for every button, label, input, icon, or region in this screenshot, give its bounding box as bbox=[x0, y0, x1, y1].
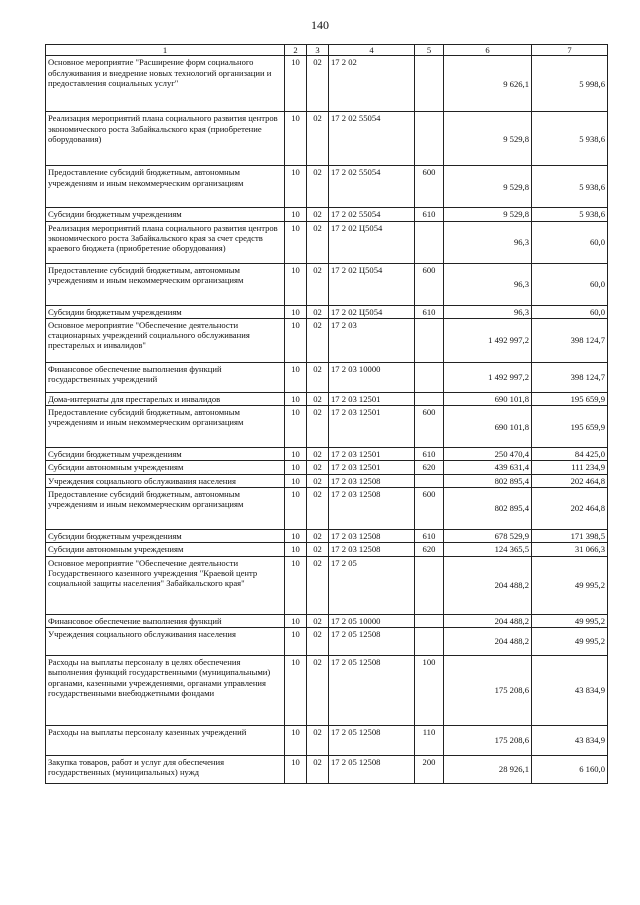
row-amount-1-cell: 802 895,4 bbox=[444, 474, 532, 487]
row-section-cell: 10 bbox=[285, 448, 307, 461]
row-amount-2-cell: 43 834,9 bbox=[532, 725, 608, 755]
row-subsection-cell: 02 bbox=[307, 406, 329, 448]
row-subsection-cell: 02 bbox=[307, 627, 329, 655]
row-section-cell: 10 bbox=[285, 406, 307, 448]
row-amount-2-cell: 49 995,2 bbox=[532, 556, 608, 614]
row-name-cell: Субсидии автономным учреждениям bbox=[46, 461, 285, 474]
row-name-cell: Предоставление субсидий бюджетным, автономным учреждениям и иным некоммерческим организациям bbox=[46, 166, 285, 208]
row-name-cell: Основное мероприятие "Расширение форм социального обслуживания и внедрение новых технологий организации и предоставления социальных услуг" bbox=[46, 56, 285, 112]
row-name-cell: Субсидии бюджетным учреждениям bbox=[46, 305, 285, 318]
row-expense-type-cell bbox=[415, 56, 444, 112]
row-amount-2-cell: 5 998,6 bbox=[532, 56, 608, 112]
row-section-cell: 10 bbox=[285, 305, 307, 318]
header-cell: 2 bbox=[285, 45, 307, 56]
row-expense-type-cell: 620 bbox=[415, 543, 444, 556]
table-row bbox=[46, 474, 608, 487]
row-section-cell: 10 bbox=[285, 263, 307, 305]
row-target-article-cell: 17 2 03 12508 bbox=[329, 474, 415, 487]
row-amount-2-cell: 202 464,8 bbox=[532, 488, 608, 530]
row-amount-2-cell: 5 938,6 bbox=[532, 166, 608, 208]
row-amount-2-cell: 43 834,9 bbox=[532, 655, 608, 725]
row-expense-type-cell: 200 bbox=[415, 755, 444, 783]
row-amount-1-cell: 96,3 bbox=[444, 221, 532, 263]
row-target-article-cell: 17 2 02 Ц5054 bbox=[329, 305, 415, 318]
row-target-article-cell: 17 2 02 55054 bbox=[329, 112, 415, 166]
row-name-cell: Реализация мероприятий плана социального развития центров экономического роста Забайкальского края за счет средств краевого бюджета (приобретение оборудования) bbox=[46, 221, 285, 263]
row-amount-1-cell: 690 101,8 bbox=[444, 406, 532, 448]
table-row bbox=[46, 614, 608, 627]
table-row bbox=[46, 56, 608, 112]
table-row bbox=[46, 725, 608, 755]
table-row bbox=[46, 166, 608, 208]
row-amount-1-cell: 802 895,4 bbox=[444, 488, 532, 530]
row-amount-1-cell: 678 529,9 bbox=[444, 530, 532, 543]
row-section-cell: 10 bbox=[285, 725, 307, 755]
row-expense-type-cell: 610 bbox=[415, 305, 444, 318]
row-subsection-cell: 02 bbox=[307, 318, 329, 362]
row-amount-1-cell: 124 365,5 bbox=[444, 543, 532, 556]
row-expense-type-cell bbox=[415, 392, 444, 405]
row-subsection-cell: 02 bbox=[307, 488, 329, 530]
row-subsection-cell: 02 bbox=[307, 112, 329, 166]
row-target-article-cell: 17 2 05 bbox=[329, 556, 415, 614]
row-name-cell: Основное мероприятие "Обеспечение деятельности Государственного казенного учреждения "Краевой центр социальной защиты населения" Забайкальского края" bbox=[46, 556, 285, 614]
header-cell: 6 bbox=[444, 45, 532, 56]
row-name-cell: Субсидии бюджетным учреждениям bbox=[46, 530, 285, 543]
row-subsection-cell: 02 bbox=[307, 655, 329, 725]
row-subsection-cell: 02 bbox=[307, 305, 329, 318]
row-subsection-cell: 02 bbox=[307, 263, 329, 305]
row-amount-2-cell: 60,0 bbox=[532, 305, 608, 318]
row-expense-type-cell bbox=[415, 474, 444, 487]
row-section-cell: 10 bbox=[285, 112, 307, 166]
row-expense-type-cell bbox=[415, 362, 444, 392]
row-subsection-cell: 02 bbox=[307, 556, 329, 614]
row-section-cell: 10 bbox=[285, 166, 307, 208]
row-amount-1-cell: 175 208,6 bbox=[444, 725, 532, 755]
row-amount-1-cell: 250 470,4 bbox=[444, 448, 532, 461]
row-amount-2-cell: 195 659,9 bbox=[532, 392, 608, 405]
row-amount-1-cell: 204 488,2 bbox=[444, 556, 532, 614]
row-subsection-cell: 02 bbox=[307, 614, 329, 627]
row-target-article-cell: 17 2 05 12508 bbox=[329, 627, 415, 655]
row-expense-type-cell: 610 bbox=[415, 208, 444, 221]
row-amount-1-cell: 96,3 bbox=[444, 263, 532, 305]
row-section-cell: 10 bbox=[285, 543, 307, 556]
row-subsection-cell: 02 bbox=[307, 543, 329, 556]
row-name-cell: Расходы на выплаты персоналу казенных учреждений bbox=[46, 725, 285, 755]
row-amount-1-cell: 439 631,4 bbox=[444, 461, 532, 474]
row-amount-1-cell: 1 492 997,2 bbox=[444, 318, 532, 362]
row-subsection-cell: 02 bbox=[307, 56, 329, 112]
row-amount-1-cell: 690 101,8 bbox=[444, 392, 532, 405]
row-target-article-cell: 17 2 05 12508 bbox=[329, 655, 415, 725]
row-expense-type-cell: 100 bbox=[415, 655, 444, 725]
row-amount-1-cell: 96,3 bbox=[444, 305, 532, 318]
table-row bbox=[46, 543, 608, 556]
row-name-cell: Основное мероприятие "Обеспечение деятельности стационарных учреждений социального обслуживания престарелых и инвалидов" bbox=[46, 318, 285, 362]
row-section-cell: 10 bbox=[285, 530, 307, 543]
table-row bbox=[46, 448, 608, 461]
row-expense-type-cell: 600 bbox=[415, 166, 444, 208]
row-name-cell: Субсидии бюджетным учреждениям bbox=[46, 208, 285, 221]
row-name-cell: Закупка товаров, работ и услуг для обеспечения государственных (муниципальных) нужд bbox=[46, 755, 285, 783]
row-section-cell: 10 bbox=[285, 655, 307, 725]
row-subsection-cell: 02 bbox=[307, 221, 329, 263]
row-amount-2-cell: 171 398,5 bbox=[532, 530, 608, 543]
row-section-cell: 10 bbox=[285, 488, 307, 530]
row-amount-2-cell: 60,0 bbox=[532, 221, 608, 263]
row-target-article-cell: 17 2 03 12508 bbox=[329, 488, 415, 530]
table-row bbox=[46, 627, 608, 655]
header-cell: 1 bbox=[46, 45, 285, 56]
row-target-article-cell: 17 2 05 10000 bbox=[329, 614, 415, 627]
row-name-cell: Учреждения социального обслуживания населения bbox=[46, 474, 285, 487]
row-name-cell: Дома-интернаты для престарелых и инвалидов bbox=[46, 392, 285, 405]
row-subsection-cell: 02 bbox=[307, 448, 329, 461]
table-row bbox=[46, 530, 608, 543]
header-cell: 3 bbox=[307, 45, 329, 56]
table-row bbox=[46, 221, 608, 263]
row-target-article-cell: 17 2 02 55054 bbox=[329, 166, 415, 208]
row-section-cell: 10 bbox=[285, 627, 307, 655]
row-name-cell: Предоставление субсидий бюджетным, автономным учреждениям и иным некоммерческим организациям bbox=[46, 406, 285, 448]
row-expense-type-cell: 600 bbox=[415, 488, 444, 530]
row-expense-type-cell: 600 bbox=[415, 406, 444, 448]
row-subsection-cell: 02 bbox=[307, 166, 329, 208]
row-expense-type-cell bbox=[415, 221, 444, 263]
row-target-article-cell: 17 2 03 12501 bbox=[329, 461, 415, 474]
row-expense-type-cell bbox=[415, 627, 444, 655]
row-expense-type-cell: 610 bbox=[415, 448, 444, 461]
table-row bbox=[46, 655, 608, 725]
row-target-article-cell: 17 2 03 12501 bbox=[329, 392, 415, 405]
row-section-cell: 10 bbox=[285, 474, 307, 487]
row-section-cell: 10 bbox=[285, 461, 307, 474]
row-name-cell: Учреждения социального обслуживания населения bbox=[46, 627, 285, 655]
row-amount-1-cell: 9 529,8 bbox=[444, 208, 532, 221]
row-amount-2-cell: 5 938,6 bbox=[532, 112, 608, 166]
row-name-cell: Финансовое обеспечение выполнения функций bbox=[46, 614, 285, 627]
row-amount-1-cell: 204 488,2 bbox=[444, 614, 532, 627]
table-row bbox=[46, 208, 608, 221]
row-name-cell: Реализация мероприятий плана социального развития центров экономического роста Забайкальского края (приобретение оборудования) bbox=[46, 112, 285, 166]
table-row bbox=[46, 406, 608, 448]
row-expense-type-cell bbox=[415, 318, 444, 362]
row-amount-1-cell: 1 492 997,2 bbox=[444, 362, 532, 392]
row-amount-2-cell: 60,0 bbox=[532, 263, 608, 305]
row-section-cell: 10 bbox=[285, 392, 307, 405]
row-target-article-cell: 17 2 02 Ц5054 bbox=[329, 263, 415, 305]
table-body bbox=[46, 45, 608, 784]
budget-table bbox=[45, 44, 608, 784]
row-amount-2-cell: 31 066,3 bbox=[532, 543, 608, 556]
row-section-cell: 10 bbox=[285, 362, 307, 392]
row-subsection-cell: 02 bbox=[307, 362, 329, 392]
row-subsection-cell: 02 bbox=[307, 392, 329, 405]
row-subsection-cell: 02 bbox=[307, 461, 329, 474]
table-row bbox=[46, 362, 608, 392]
row-amount-1-cell: 9 529,8 bbox=[444, 166, 532, 208]
table-row bbox=[46, 755, 608, 783]
table-header-row bbox=[46, 45, 608, 56]
row-target-article-cell: 17 2 03 10000 bbox=[329, 362, 415, 392]
row-amount-2-cell: 398 124,7 bbox=[532, 318, 608, 362]
row-amount-2-cell: 111 234,9 bbox=[532, 461, 608, 474]
row-section-cell: 10 bbox=[285, 208, 307, 221]
row-target-article-cell: 17 2 03 12508 bbox=[329, 530, 415, 543]
row-subsection-cell: 02 bbox=[307, 208, 329, 221]
row-amount-2-cell: 195 659,9 bbox=[532, 406, 608, 448]
table-row bbox=[46, 461, 608, 474]
row-amount-2-cell: 202 464,8 bbox=[532, 474, 608, 487]
row-target-article-cell: 17 2 02 55054 bbox=[329, 208, 415, 221]
row-subsection-cell: 02 bbox=[307, 530, 329, 543]
row-section-cell: 10 bbox=[285, 755, 307, 783]
row-amount-1-cell: 9 529,8 bbox=[444, 112, 532, 166]
row-expense-type-cell bbox=[415, 556, 444, 614]
table-row bbox=[46, 556, 608, 614]
row-subsection-cell: 02 bbox=[307, 474, 329, 487]
row-expense-type-cell: 600 bbox=[415, 263, 444, 305]
row-expense-type-cell bbox=[415, 112, 444, 166]
row-target-article-cell: 17 2 03 12501 bbox=[329, 448, 415, 461]
table-row bbox=[46, 392, 608, 405]
row-expense-type-cell: 610 bbox=[415, 530, 444, 543]
row-expense-type-cell bbox=[415, 614, 444, 627]
row-amount-1-cell: 175 208,6 bbox=[444, 655, 532, 725]
row-target-article-cell: 17 2 03 12501 bbox=[329, 406, 415, 448]
row-expense-type-cell: 620 bbox=[415, 461, 444, 474]
page-number: 140 bbox=[311, 18, 329, 32]
row-amount-2-cell: 5 938,6 bbox=[532, 208, 608, 221]
row-name-cell: Субсидии бюджетным учреждениям bbox=[46, 448, 285, 461]
row-amount-2-cell: 84 425,0 bbox=[532, 448, 608, 461]
row-target-article-cell: 17 2 02 Ц5054 bbox=[329, 221, 415, 263]
row-expense-type-cell: 110 bbox=[415, 725, 444, 755]
row-target-article-cell: 17 2 02 bbox=[329, 56, 415, 112]
table-row bbox=[46, 318, 608, 362]
row-amount-1-cell: 204 488,2 bbox=[444, 627, 532, 655]
row-target-article-cell: 17 2 03 12508 bbox=[329, 543, 415, 556]
row-amount-2-cell: 398 124,7 bbox=[532, 362, 608, 392]
row-name-cell: Предоставление субсидий бюджетным, автономным учреждениям и иным некоммерческим организациям bbox=[46, 263, 285, 305]
header-cell: 5 bbox=[415, 45, 444, 56]
row-name-cell: Предоставление субсидий бюджетным, автономным учреждениям и иным некоммерческим организациям bbox=[46, 488, 285, 530]
table-row bbox=[46, 488, 608, 530]
row-name-cell: Расходы на выплаты персоналу в целях обеспечения выполнения функций государственными (муниципальными) органами, казенными учреждениями, органами управления государственными внебюджетными фондами bbox=[46, 655, 285, 725]
row-section-cell: 10 bbox=[285, 556, 307, 614]
row-target-article-cell: 17 2 05 12508 bbox=[329, 755, 415, 783]
row-subsection-cell: 02 bbox=[307, 725, 329, 755]
header-cell: 4 bbox=[329, 45, 415, 56]
row-amount-2-cell: 49 995,2 bbox=[532, 627, 608, 655]
row-subsection-cell: 02 bbox=[307, 755, 329, 783]
row-amount-2-cell: 6 160,0 bbox=[532, 755, 608, 783]
row-target-article-cell: 17 2 05 12508 bbox=[329, 725, 415, 755]
row-section-cell: 10 bbox=[285, 56, 307, 112]
row-section-cell: 10 bbox=[285, 221, 307, 263]
row-name-cell: Субсидии автономным учреждениям bbox=[46, 543, 285, 556]
row-amount-1-cell: 9 626,1 bbox=[444, 56, 532, 112]
row-section-cell: 10 bbox=[285, 614, 307, 627]
header-cell: 7 bbox=[532, 45, 608, 56]
row-target-article-cell: 17 2 03 bbox=[329, 318, 415, 362]
table-row bbox=[46, 263, 608, 305]
table-row bbox=[46, 305, 608, 318]
row-name-cell: Финансовое обеспечение выполнения функций государственных учреждений bbox=[46, 362, 285, 392]
row-amount-2-cell: 49 995,2 bbox=[532, 614, 608, 627]
table-row bbox=[46, 112, 608, 166]
row-section-cell: 10 bbox=[285, 318, 307, 362]
row-amount-1-cell: 28 926,1 bbox=[444, 755, 532, 783]
